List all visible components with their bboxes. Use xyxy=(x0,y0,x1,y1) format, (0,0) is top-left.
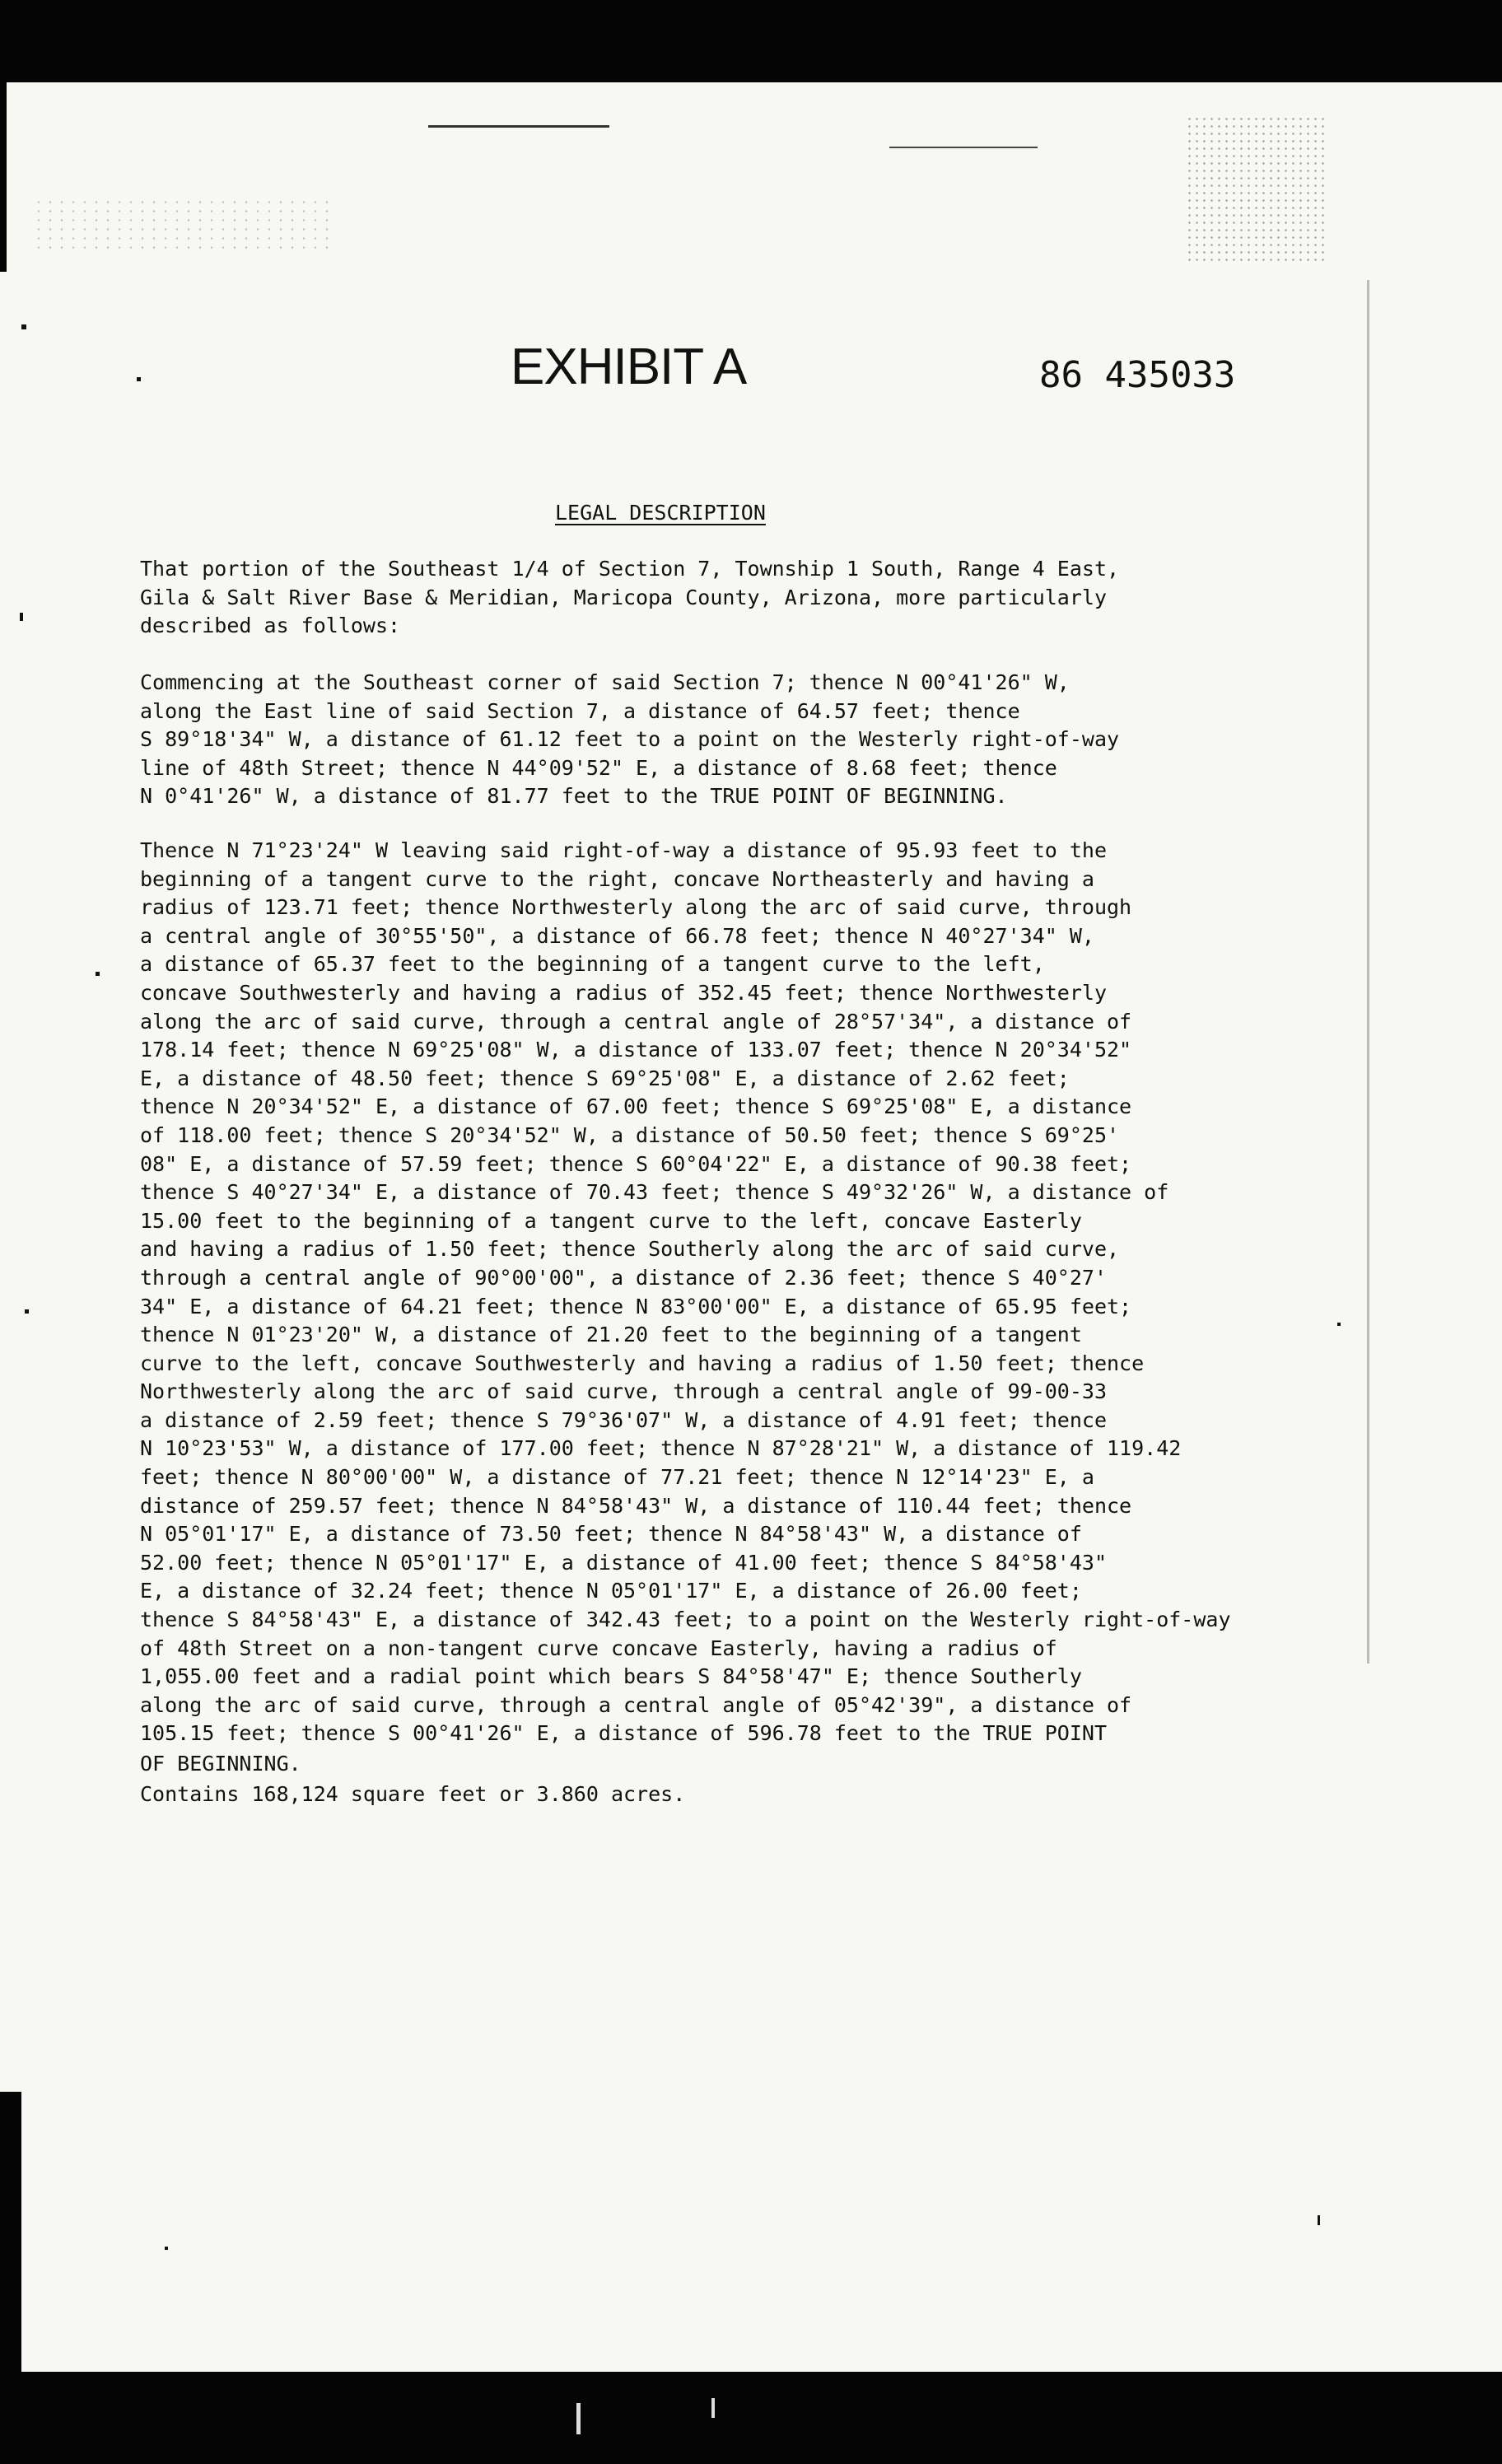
closing-line: OF BEGINNING. xyxy=(140,1752,301,1776)
text-line: N 05°01'17" E, a distance of 73.50 feet; thence N 84°58'43" W, a distance of xyxy=(140,1522,1082,1547)
intro-paragraph xyxy=(140,555,1359,641)
text-line: 105.15 feet; thence S 00°41'26" E, a distance of 596.78 feet to the TRUE POINT xyxy=(140,1721,1107,1746)
commencing-paragraph xyxy=(140,669,1359,811)
text-line: a distance of 2.59 feet; thence S 79°36'07" W, a distance of 4.91 feet; thence xyxy=(140,1407,1107,1432)
text-line: along the arc of said curve, through a central angle of 28°57'34", a distance of xyxy=(140,1009,1132,1034)
text-line: E, a distance of 48.50 feet; thence S 69°25'08" E, a distance of 2.62 feet; xyxy=(140,1066,1070,1090)
text-line: Commencing at the Southeast corner of said Section 7; thence N 00°41'26" W, xyxy=(140,670,1070,694)
scan-page-edge-line xyxy=(1367,280,1369,1664)
text-line: described as follows: xyxy=(140,614,401,638)
text-line: a central angle of 30°55'50", a distance of 66.78 feet; thence N 40°27'34" W, xyxy=(140,923,1094,948)
text-line: along the arc of said curve, through a central angle of 05°42'39", a distance of xyxy=(140,1692,1132,1717)
legal-description-heading: LEGAL DESCRIPTION xyxy=(555,501,766,525)
scan-header-rule-right xyxy=(889,147,1038,148)
text-line: of 118.00 feet; thence S 20°34'52" W, a distance of 50.50 feet; thence S 69°25' xyxy=(140,1122,1120,1147)
thence-paragraph xyxy=(140,837,1359,1748)
text-line: distance of 259.57 feet; thence N 84°58'43" W, a distance of 110.44 feet; thence xyxy=(140,1493,1132,1518)
text-line: thence S 40°27'34" E, a distance of 70.43 feet; thence S 49°32'26" W, a distance of xyxy=(140,1180,1169,1205)
scan-dot xyxy=(21,324,26,329)
text-line: That portion of the Southeast 1/4 of Section 7, Township 1 South, Range 4 East, xyxy=(140,557,1120,581)
text-line: N 10°23'53" W, a distance of 177.00 feet; thence N 87°28'21" W, a distance of 119.42 xyxy=(140,1436,1182,1461)
text-line: thence N 20°34'52" E, a distance of 67.00 feet; thence S 69°25'08" E, a distance xyxy=(140,1094,1132,1119)
text-line: curve to the left, concave Southwesterly and having a radius of 1.50 feet; thence xyxy=(140,1351,1145,1375)
text-line: concave Southwesterly and having a radius of 352.45 feet; thence Northwesterly xyxy=(140,980,1107,1005)
text-line: S 89°18'34" W, a distance of 61.12 feet to a point on the Westerly right-of-way xyxy=(140,727,1120,752)
scan-border-top xyxy=(0,0,1502,82)
text-line: Gila & Salt River Base & Meridian, Maricopa County, Arizona, more particularly xyxy=(140,585,1107,609)
text-line: through a central angle of 90°00'00", a distance of 2.36 feet; thence S 40°27' xyxy=(140,1265,1107,1290)
text-line: beginning of a tangent curve to the right, concave Northeasterly and having a xyxy=(140,866,1094,891)
text-line: N 0°41'26" W, a distance of 81.77 feet to the TRUE POINT OF BEGINNING. xyxy=(140,784,1008,809)
text-line: radius of 123.71 feet; thence Northwesterly along the arc of said curve, through xyxy=(140,895,1132,920)
scan-dot xyxy=(165,2247,168,2250)
scan-tick xyxy=(576,2403,581,2434)
scan-speckle-noise xyxy=(1186,115,1326,264)
scan-border-bottom xyxy=(0,2372,1502,2464)
text-line: 15.00 feet to the beginning of a tangent curve to the left, concave Easterly xyxy=(140,1208,1082,1233)
scan-tick xyxy=(711,2398,715,2418)
text-line: and having a radius of 1.50 feet; thence Southerly along the arc of said curve, xyxy=(140,1237,1120,1262)
text-line: thence S 84°58'43" E, a distance of 342.43 feet; to a point on the Westerly right-of-way xyxy=(140,1608,1231,1632)
scan-speckle-noise-left xyxy=(33,198,329,255)
text-line: feet; thence N 80°00'00" W, a distance of 77.21 feet; thence N 12°14'23" E, a xyxy=(140,1465,1094,1490)
text-line: along the East line of said Section 7, a distance of 64.57 feet; thence xyxy=(140,698,1020,723)
text-line: E, a distance of 32.24 feet; thence N 05°01'17" E, a distance of 26.00 feet; xyxy=(140,1579,1082,1603)
text-line: Northwesterly along the arc of said curve, through a central angle of 99-00-33 xyxy=(140,1379,1107,1404)
scan-dot xyxy=(25,1309,29,1314)
text-line: 52.00 feet; thence N 05°01'17" E, a distance of 41.00 feet; thence S 84°58'43" xyxy=(140,1550,1107,1575)
text-line: 08" E, a distance of 57.59 feet; thence S 60°04'22" E, a distance of 90.38 feet; xyxy=(140,1151,1132,1176)
scan-header-rule xyxy=(428,125,609,128)
scan-border-left-bottom xyxy=(0,2092,21,2372)
scan-dot xyxy=(1318,2215,1320,2225)
scan-dot xyxy=(137,377,141,381)
scan-dot xyxy=(20,613,23,621)
text-line: 1,055.00 feet and a radial point which bears S 84°58'47" E; thence Southerly xyxy=(140,1664,1082,1689)
area-statement: Contains 168,124 square feet or 3.860 acres. xyxy=(140,1782,686,1806)
text-line: thence N 01°23'20" W, a distance of 21.20 feet to the beginning of a tangent xyxy=(140,1323,1082,1347)
exhibit-title: EXHIBIT A xyxy=(511,338,747,395)
text-line: of 48th Street on a non-tangent curve concave Easterly, having a radius of xyxy=(140,1636,1057,1660)
text-line: 34" E, a distance of 64.21 feet; thence N 83°00'00" E, a distance of 65.95 feet; xyxy=(140,1294,1132,1318)
text-line: line of 48th Street; thence N 44°09'52" E, a distance of 8.68 feet; thence xyxy=(140,755,1057,780)
document-number: 86 435033 xyxy=(1039,354,1236,396)
text-line: Thence N 71°23'24" W leaving said right-of-way a distance of 95.93 feet to the xyxy=(140,838,1107,862)
text-line: 178.14 feet; thence N 69°25'08" W, a distance of 133.07 feet; thence N 20°34'52" xyxy=(140,1038,1132,1062)
scan-dot xyxy=(96,972,100,976)
scan-border-left-top xyxy=(0,82,7,272)
text-line: a distance of 65.37 feet to the beginning of a tangent curve to the left, xyxy=(140,952,1045,977)
